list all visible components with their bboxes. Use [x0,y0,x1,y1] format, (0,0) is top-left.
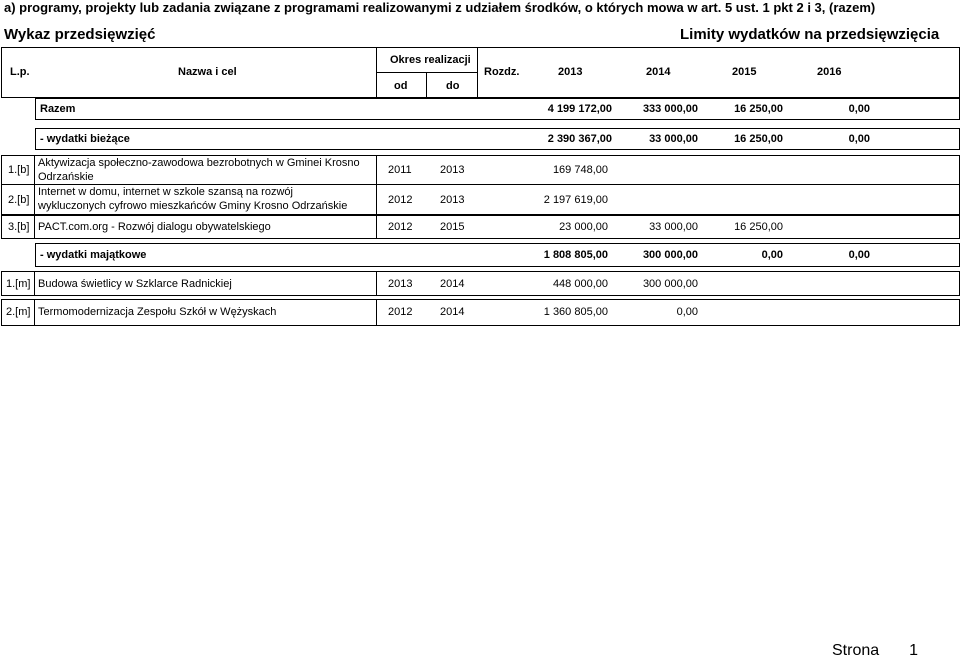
razem-2016: 0,00 [848,103,870,115]
page-number: 1 [909,642,919,659]
biezace-2016: 0,00 [848,133,870,145]
table-row-nazwa: Budowa świetlicy w Szklarce Radnickiej [38,278,232,290]
page-label: Strona [832,642,880,659]
col-okres: Okres realizacji [390,54,471,66]
col-2014: 2014 [646,66,671,78]
table-row-od: 2013 [388,278,413,290]
col-nazwa: Nazwa i cel [178,66,237,78]
col-2016: 2016 [817,66,842,78]
page-footer [832,642,918,660]
table-row-do: 2013 [440,164,465,176]
razem-label: Razem [40,103,76,115]
razem-2013: 4 199 172,00 [547,103,612,115]
razem-2014: 333 000,00 [642,103,698,115]
table-row-nazwa: Aktywizacja społeczno-zawodowa bezrobotnych w Gminei Krosno Odrzańskie [38,157,360,183]
table-row-nazwa: Termomodernizacja Zespołu Szkół w Wężyskach [38,306,277,318]
biezace-2015: 16 250,00 [734,133,783,145]
limity-title: Limity wydatków na przedsięwzięcia [680,26,940,43]
col-lp: L.p. [10,66,30,78]
table-row-do: 2013 [440,194,465,206]
col-2015: 2015 [732,66,757,78]
table-row-lp: 1.[m] [6,278,31,290]
table-row-2013: 1 360 805,00 [543,306,608,318]
table-row-od: 2011 [388,164,412,176]
table-row-2013: 2 197 619,00 [543,194,608,206]
table-row-2013: 169 748,00 [552,164,608,176]
razem-2015: 16 250,00 [734,103,783,115]
wykaz-title: Wykaz przedsięwzięć [4,26,156,43]
majatkowe-label: - wydatki majątkowe [40,249,147,261]
table-row-2013: 23 000,00 [559,221,608,233]
table-row-lp: 1.[b] [8,164,30,176]
table-row-lp: 2.[m] [6,306,31,318]
table-row-nazwa: Internet w domu, internet w szkole szansą na rozwój wykluczonych cyfrowo mieszkańców Gminy Krosno Odrzańskie [38,186,348,212]
table-row-2014: 300 000,00 [642,278,698,290]
table-row-od: 2012 [388,306,413,318]
biezace-2013: 2 390 367,00 [547,133,612,145]
table-row-nazwa: PACT.com.org - Rozwój dialogu obywatelskiego [38,221,271,233]
col-rozdz: Rozdz. [484,66,520,78]
col-2013: 2013 [558,66,583,78]
table-row-2014: 33 000,00 [649,221,698,233]
table-row-do: 2015 [440,221,465,233]
majatkowe-2013: 1 808 805,00 [543,249,608,261]
table-row-do: 2014 [440,306,465,318]
table-row-lp: 2.[b] [8,194,30,206]
table-row-do: 2014 [440,278,465,290]
table-row-2015: 16 250,00 [734,221,783,233]
biezace-2014: 33 000,00 [649,133,698,145]
table-row-od: 2012 [388,221,413,233]
majatkowe-2016: 0,00 [848,249,870,261]
majatkowe-2015: 0,00 [761,249,783,261]
col-do: do [446,80,460,92]
table-row-od: 2012 [388,194,413,206]
majatkowe-2014: 300 000,00 [642,249,698,261]
table-row-lp: 3.[b] [8,221,30,233]
section-heading: a) programy, projekty lub zadania związane z programami realizowanymi z udziałem środków, o których mowa w art. 5 ust. 1 pkt 2 i 3, (razem) [4,0,876,15]
table-row-2014: 0,00 [676,306,698,318]
biezace-label: - wydatki bieżące [40,133,130,145]
col-od: od [394,80,408,92]
table-row-2013: 448 000,00 [552,278,608,290]
